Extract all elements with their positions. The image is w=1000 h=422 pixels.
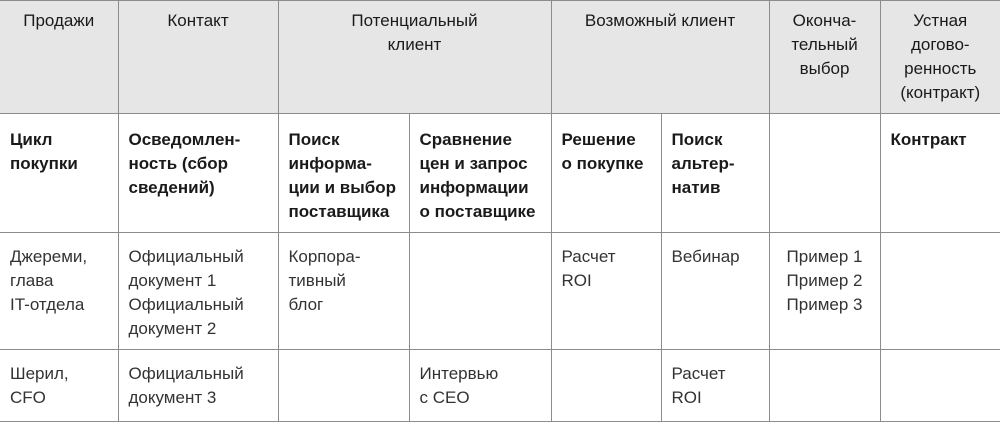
subheader-compare-prices: Сравнение цен и запрос информации о поставщике xyxy=(409,114,551,233)
row-search-info xyxy=(278,350,409,422)
subheader-final-choice xyxy=(769,114,880,233)
subheader-awareness: Осведомлен- ность (сбор сведений) xyxy=(118,114,278,233)
header-potential-client: Потенциальный клиент xyxy=(278,1,551,114)
row-awareness: Официальный документ 1 Официальный документ 2 xyxy=(118,233,278,350)
subheader-search-info: Поиск информа- ции и выбор поставщика xyxy=(278,114,409,233)
table-row xyxy=(0,350,1000,422)
row-search-info: Корпора- тивный блог xyxy=(278,233,409,350)
row-sales: Шерил, CFO xyxy=(0,350,118,422)
header-final-choice: Оконча- тельный выбор xyxy=(769,1,880,114)
row-purchase-decision: Расчет ROI xyxy=(551,233,661,350)
row-compare-prices xyxy=(409,233,551,350)
row-final-choice xyxy=(769,350,880,422)
subheader-contract: Контракт xyxy=(880,114,1000,233)
header-oral-agreement: Устная догово- ренность (контракт) xyxy=(880,1,1000,114)
subheader-purchase-decision: Решение о покупке xyxy=(551,114,661,233)
subheader-row xyxy=(0,114,1000,233)
row-final-choice: Пример 1 Пример 2 Пример 3 xyxy=(769,233,880,350)
row-compare-prices: Интервью с CEO xyxy=(409,350,551,422)
row-search-alternatives: Вебинар xyxy=(661,233,769,350)
row-contract xyxy=(880,233,1000,350)
row-contract xyxy=(880,350,1000,422)
table-row xyxy=(0,233,1000,350)
header-row xyxy=(0,1,1000,114)
header-contact: Контакт xyxy=(118,1,278,114)
header-possible-client: Возможный клиент xyxy=(551,1,769,114)
row-awareness: Официальный документ 3 xyxy=(118,350,278,422)
subheader-search-alternatives: Поиск альтер- натив xyxy=(661,114,769,233)
header-sales: Продажи xyxy=(0,1,118,114)
row-purchase-decision xyxy=(551,350,661,422)
row-search-alternatives: Расчет ROI xyxy=(661,350,769,422)
row-sales: Джереми, глава IT-отдела xyxy=(0,233,118,350)
subheader-purchase-cycle: Цикл покупки xyxy=(0,114,118,233)
